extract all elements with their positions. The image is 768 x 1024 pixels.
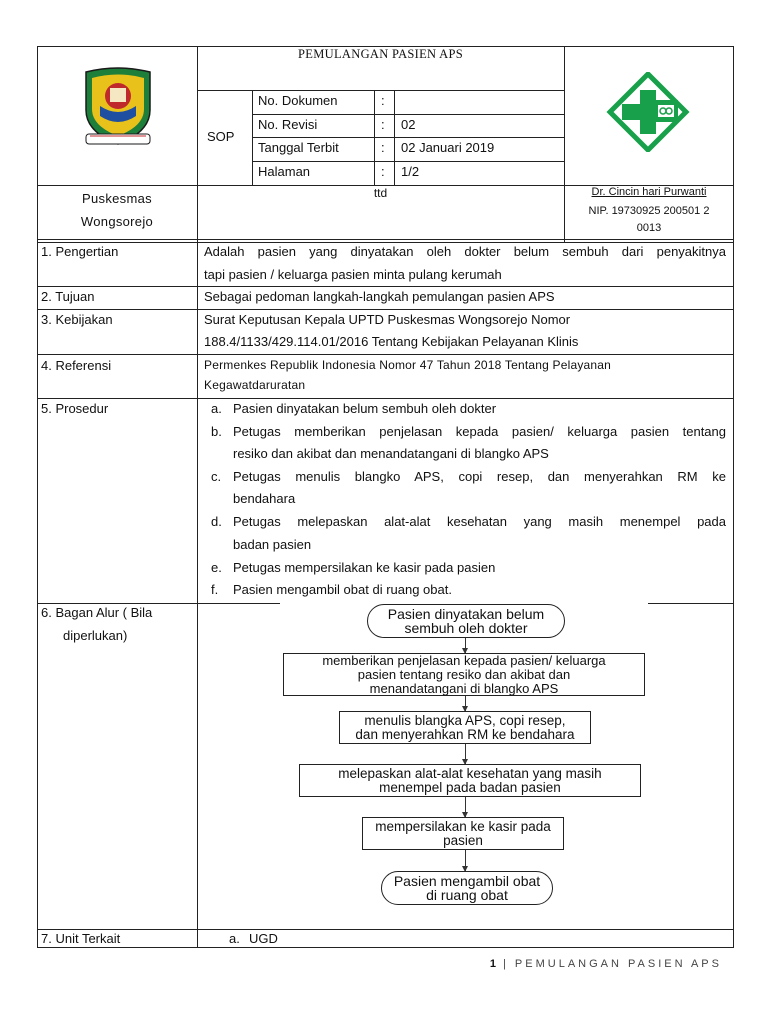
flow-node-step-cashier xyxy=(362,817,564,850)
pengertian-text-line2: tapi pasien / keluarga pasien minta pulang kerumah xyxy=(204,267,502,282)
step-letter: f. xyxy=(211,582,219,597)
section-label-bagan-alur-continued: diperlukan) xyxy=(63,628,128,643)
field-label-tanggal-terbit: Tanggal Terbit xyxy=(258,140,339,155)
flow-node-text: memberikan penjelasan kepada pasien/ keluarga xyxy=(322,652,606,668)
flow-node-text: di ruang obat xyxy=(426,887,508,903)
flow-arrow xyxy=(465,638,466,653)
field-sep-tanggal-terbit: : xyxy=(381,140,385,155)
section-label-tujuan: 2. Tujuan xyxy=(41,289,95,304)
flow-arrow xyxy=(465,797,466,817)
kebijakan-text-line2: 188.4/1133/429.114.01/2016 Tentang Kebijakan Pelayanan Klinis xyxy=(204,334,579,349)
section-label-unit-terkait: 7. Unit Terkait xyxy=(41,931,121,946)
field-sep-no-dokumen: : xyxy=(381,93,385,108)
flow-node-text: dan menyerahkan RM ke bendahara xyxy=(355,726,575,742)
step-text-continued: bendahara xyxy=(233,491,296,506)
flow-node-text: menulis blangka APS, copi resep, xyxy=(364,712,566,728)
field-label-halaman: Halaman xyxy=(258,164,311,179)
step-text: Pasien dinyatakan belum sembuh oleh dokter xyxy=(233,401,497,416)
signer-name: Dr. Cincin hari Purwanti xyxy=(591,186,707,198)
step-letter: e. xyxy=(211,560,222,575)
step-letter: c. xyxy=(211,469,222,484)
organization-name: Puskesmas xyxy=(82,191,152,206)
step-letter: a. xyxy=(211,401,222,416)
flow-arrow xyxy=(465,850,466,871)
regency-crest-logo xyxy=(80,66,156,150)
flow-node-text: sembuh oleh dokter xyxy=(404,620,528,636)
flow-arrow xyxy=(465,744,466,764)
page-number: 1 xyxy=(489,958,497,970)
unit-letter: a. xyxy=(229,931,240,946)
referensi-text-line2: Kegawatdaruratan xyxy=(204,378,306,392)
organization-location: Wongsorejo xyxy=(80,214,154,229)
signer-nip-continued: 0013 xyxy=(636,222,662,234)
flow-node-text: melepaskan alat-alat kesehatan yang masih xyxy=(338,765,602,781)
step-letter: b. xyxy=(211,424,222,439)
footer-title: PEMULANGAN PASIEN APS xyxy=(514,958,722,970)
step-text: Pasien mengambil obat di ruang obat. xyxy=(233,582,452,597)
flow-node-text: Pasien mengambil obat xyxy=(393,873,541,889)
sop-label: SOP xyxy=(207,129,235,144)
flow-node-text: mempersilakan ke kasir pada xyxy=(375,818,551,834)
flow-arrow xyxy=(465,696,466,711)
flow-node-end xyxy=(381,871,553,905)
section-label-kebijakan: 3. Kebijakan xyxy=(41,312,113,327)
field-sep-halaman: : xyxy=(381,164,385,179)
step-text: Petugas mempersilakan ke kasir pada pasien xyxy=(233,560,496,575)
footer-separator: | xyxy=(503,958,509,970)
field-value-no-revisi: 02 xyxy=(401,117,416,132)
step-text: Petugas memberikan penjelasan kepada pasien/ keluarga pasien tentang xyxy=(233,424,726,439)
flow-node-text: Pasien dinyatakan belum xyxy=(387,606,545,622)
referensi-text-line1: Permenkes Republik Indonesia Nomor 47 Tahun 2018 Tentang Pelayanan xyxy=(204,358,612,372)
step-text: Petugas menulis blangko APS, copi resep, dan menyerahkan RM ke xyxy=(233,469,726,484)
flow-node-step-explain xyxy=(283,653,645,696)
flow-node-start xyxy=(367,604,565,638)
field-value-tanggal-terbit: 02 Januari 2019 xyxy=(401,140,495,155)
section-label-pengertian: 1. Pengertian xyxy=(41,244,119,259)
section-label-prosedur: 5. Prosedur xyxy=(41,401,109,416)
section-label-referensi: 4. Referensi xyxy=(41,358,112,373)
puskesmas-logo xyxy=(606,72,690,152)
section-label-bagan-alur: 6. Bagan Alur ( Bila xyxy=(41,605,153,620)
field-sep-no-revisi: : xyxy=(381,117,385,132)
field-value-halaman: 1/2 xyxy=(401,164,420,179)
step-letter: d. xyxy=(211,514,222,529)
signature-mark: ttd xyxy=(373,186,388,200)
flow-node-text: pasien xyxy=(443,832,483,848)
kebijakan-text-line1: Surat Keputusan Kepala UPTD Puskesmas Wongsorejo Nomor xyxy=(204,312,571,327)
flow-node-text: menempel pada badan pasien xyxy=(379,779,561,795)
document-title: PEMULANGAN PASIEN APS xyxy=(298,47,463,61)
page-footer xyxy=(0,958,722,970)
field-label-no-dokumen: No. Dokumen xyxy=(258,93,338,108)
flow-node-step-release xyxy=(299,764,641,797)
step-text-continued: resiko dan akibat dan menandatangani di blangko APS xyxy=(233,446,549,461)
unit-value: UGD xyxy=(249,931,278,946)
tujuan-text: Sebagai pedoman langkah-langkah pemulangan pasien APS xyxy=(204,289,555,304)
flow-node-step-write xyxy=(339,711,591,744)
flow-node-text: pasien tentang resiko dan akibat dan xyxy=(357,666,571,682)
field-label-no-revisi: No. Revisi xyxy=(258,117,318,132)
step-text-continued: badan pasien xyxy=(233,537,312,552)
signer-nip: NIP. 19730925 200501 2 xyxy=(588,205,710,217)
flow-node-text: menandatangani di blangko APS xyxy=(369,680,559,696)
step-text: Petugas melepaskan alat-alat kesehatan yang masih menempel pada xyxy=(233,514,726,529)
pengertian-text-line1: Adalah pasien yang dinyatakan oleh dokter belum sembuh dari penyakitnya xyxy=(204,244,726,259)
